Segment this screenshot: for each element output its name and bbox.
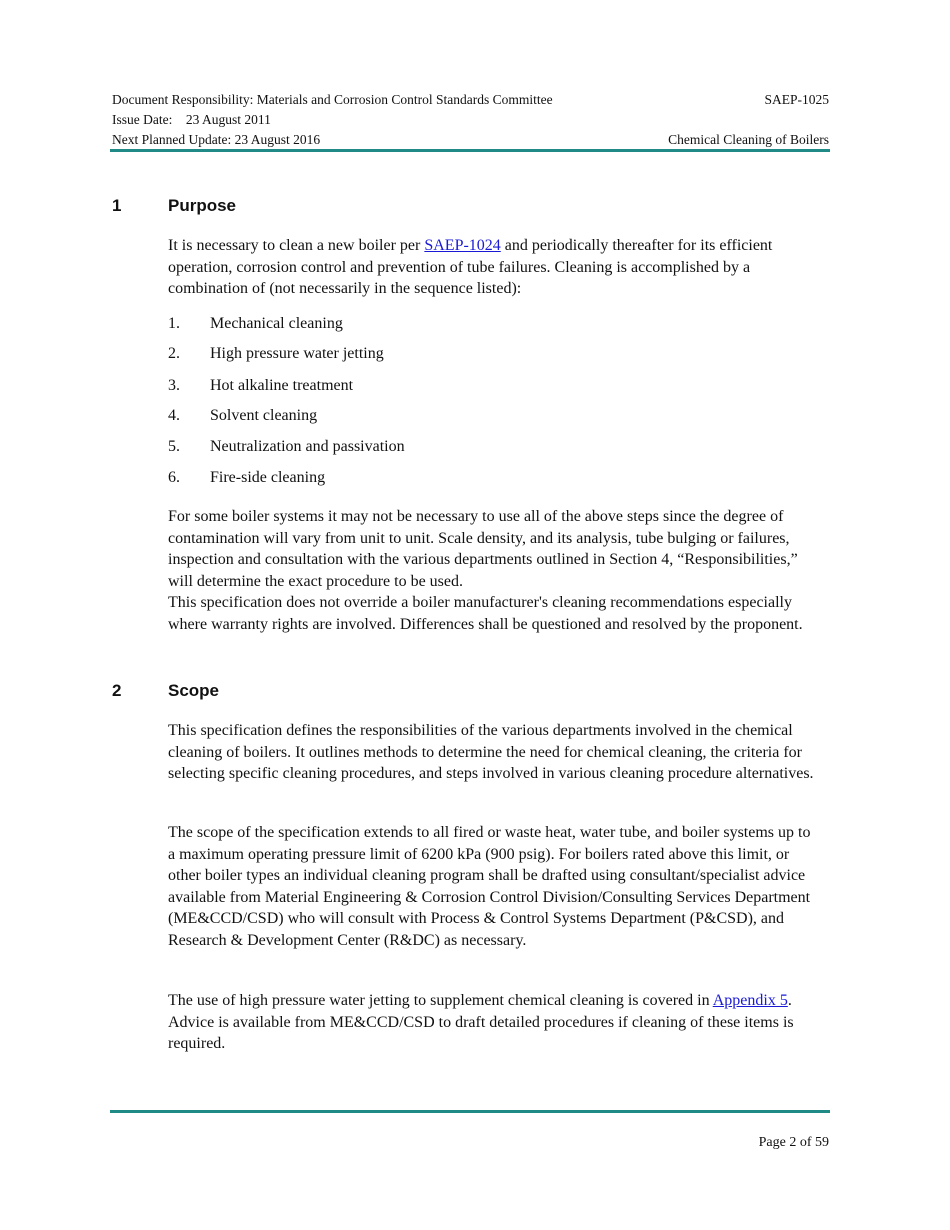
- section-purpose-heading: [112, 196, 236, 216]
- list-text: Hot alkaline treatment: [210, 377, 354, 394]
- scope-paragraph-2: [168, 822, 818, 951]
- section-title: Scope: [168, 681, 220, 700]
- paragraph-text: The use of high pressure water jetting to supplement chemical cleaning is covered in: [168, 992, 713, 1009]
- page-header: [112, 90, 829, 150]
- list-text: Fire-side cleaning: [210, 469, 326, 486]
- list-item: [168, 377, 353, 395]
- list-item: [168, 407, 317, 425]
- list-number: 3.: [168, 377, 180, 394]
- issue-date: Issue Date: 23 August 2011: [112, 112, 271, 127]
- list-item: [168, 315, 343, 333]
- list-number: 5.: [168, 438, 180, 455]
- appendix-5-link[interactable]: Appendix 5: [712, 992, 788, 1009]
- document-responsibility: Document Responsibility: Materials and Corrosion Control Standards Committee: [112, 92, 553, 107]
- footer-rule: [110, 1110, 830, 1113]
- document-id: SAEP-1025: [764, 92, 829, 107]
- section-scope-heading: [112, 681, 219, 701]
- purpose-paragraph-1: [168, 235, 818, 300]
- paragraph-text: This specification does not override a boiler manufacturer's cleaning recommendations especially where warranty rights are involved. Differences shall be questioned and resolved by the proponent.: [168, 594, 803, 633]
- list-text: Mechanical cleaning: [210, 315, 343, 332]
- section-title: Purpose: [168, 196, 237, 215]
- list-number: 6.: [168, 469, 180, 486]
- paragraph-text: . Advice is available from ME&CCD/CSD to draft detailed procedures if cleaning of these items is required.: [168, 992, 794, 1052]
- scope-paragraph-1: [168, 720, 818, 785]
- next-planned-update: Next Planned Update: 23 August 2016: [112, 132, 321, 147]
- saep-1024-link[interactable]: SAEP-1024: [424, 237, 501, 254]
- list-number: 2.: [168, 345, 180, 362]
- list-text: Solvent cleaning: [210, 407, 318, 424]
- list-text: High pressure water jetting: [210, 345, 384, 362]
- paragraph-text: and periodically thereafter for its efficient operation, corrosion control and prevention of tube failures. Cleaning is accomplished by a combination of (not necessarily in the sequence listed):: [168, 237, 773, 297]
- list-number: 4.: [168, 407, 180, 424]
- section-number: 1: [112, 196, 122, 215]
- list-number: 1.: [168, 315, 180, 332]
- document-title: Chemical Cleaning of Boilers: [668, 132, 829, 147]
- list-item: [168, 469, 325, 487]
- paragraph-text: For some boiler systems it may not be necessary to use all of the above steps since the degree of contamination will vary from unit to unit. Scale density, and its analysis, tube bulging or failures, inspection and consultation with the various departments outlined in Section 4, “Responsibilities,” will determine the exact procedure to be used.: [168, 508, 798, 590]
- header-rule: [110, 149, 830, 152]
- scope-paragraph-3: [168, 990, 818, 1055]
- purpose-paragraph-2: [168, 506, 818, 635]
- section-number: 2: [112, 681, 122, 700]
- list-text: Neutralization and passivation: [210, 438, 405, 455]
- paragraph-text: It is necessary to clean a new boiler per: [168, 237, 425, 254]
- list-item: [168, 438, 405, 456]
- paragraph-text: This specification defines the responsibilities of the various departments involved in the chemical cleaning of boilers. It outlines methods to determine the need for chemical cleaning, the criteria for selecting specific cleaning procedures, and steps involved in various cleaning procedure alternatives.: [168, 722, 814, 782]
- paragraph-text: The scope of the specification extends to all fired or waste heat, water tube, and boiler systems up to a maximum operating pressure limit of 6200 kPa (900 psig). For boilers rated above this limit, or other boiler types an individual cleaning program shall be drafted using consultant/specialist advice available from Material Engineering & Corrosion Control Division/Consulting Services Department (ME&CCD/CSD) who will consult with Process & Control Systems Department (P&CSD), and Research & Development Center (R&DC) as necessary.: [168, 824, 811, 949]
- list-item: [168, 345, 384, 363]
- page-number: Page 2 of 59: [758, 1135, 829, 1150]
